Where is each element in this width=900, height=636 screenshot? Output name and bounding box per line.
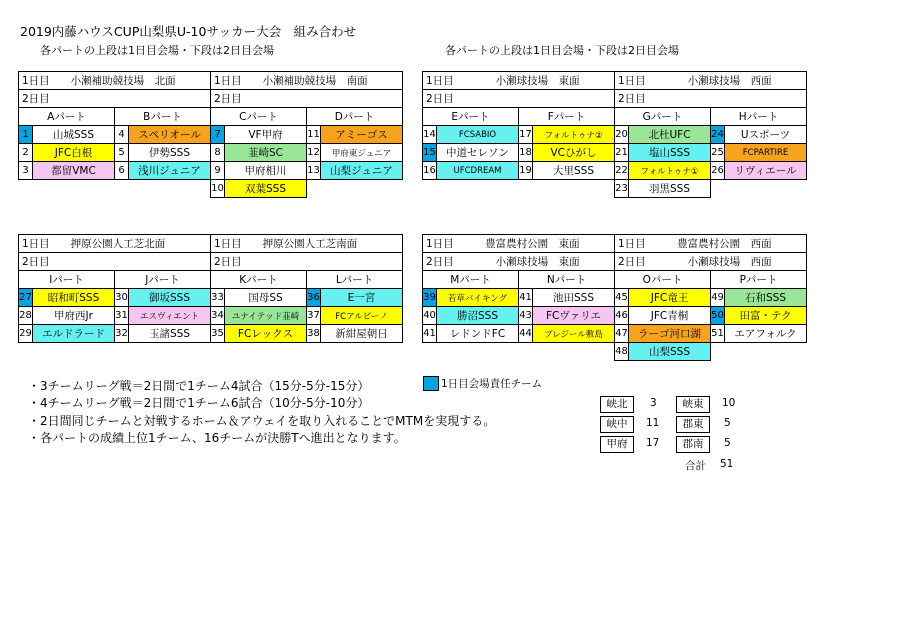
team-number: 35 — [211, 325, 225, 343]
team-name: FCSABIO — [437, 126, 519, 144]
venue-cell: 1日目 押原公園人工芝南面 — [211, 235, 403, 253]
empty-cell — [321, 343, 403, 361]
subtitle-right: 各パートの上段は1日目会場・下段は2日目会場 — [445, 44, 679, 57]
team-name: 田富・テク — [725, 307, 807, 325]
count-label-kyoto: 峡東 — [676, 396, 710, 413]
empty-cell — [33, 180, 115, 198]
venue-cell: 2日目 小瀬球技場 西面 — [615, 253, 807, 271]
team-number: 19 — [519, 162, 533, 180]
team-name: 昭和町SSS — [33, 289, 115, 307]
team-name: リヴィエール — [725, 162, 807, 180]
team-number: 8 — [211, 144, 225, 162]
team-name: FCPARTIRE — [725, 144, 807, 162]
part-header: Hパート — [711, 108, 807, 126]
count-value-kyohoku: 3 — [650, 397, 657, 409]
team-number: 30 — [115, 289, 129, 307]
team-number: 34 — [211, 307, 225, 325]
empty-cell — [519, 343, 533, 361]
team-number: 51 — [711, 325, 725, 343]
team-name: 伊勢SSS — [129, 144, 211, 162]
team-name: VCひがし — [533, 144, 615, 162]
team-number: 25 — [711, 144, 725, 162]
part-header: Fパート — [519, 108, 615, 126]
part-header: Lパート — [307, 271, 403, 289]
team-name: 大里SSS — [533, 162, 615, 180]
team-number: 26 — [711, 162, 725, 180]
team-number: 2 — [19, 144, 33, 162]
team-number: 29 — [19, 325, 33, 343]
team-number: 41 — [519, 289, 533, 307]
team-number: 22 — [615, 162, 629, 180]
team-name: 甲府西Jr — [33, 307, 115, 325]
empty-cell — [115, 343, 129, 361]
empty-cell — [423, 343, 437, 361]
group-table — [18, 71, 403, 198]
team-name: 池田SSS — [533, 289, 615, 307]
count-label-gunto: 郡東 — [676, 416, 710, 433]
team-number: 48 — [615, 343, 629, 361]
team-name: 新紺屋朝日 — [321, 325, 403, 343]
team-number: 37 — [307, 307, 321, 325]
legend-swatch — [423, 376, 439, 391]
team-name: 玉諸SSS — [129, 325, 211, 343]
team-name: 御坂SSS — [129, 289, 211, 307]
count-label-kyochu: 峡中 — [600, 416, 634, 433]
team-number: 5 — [115, 144, 129, 162]
team-number: 14 — [423, 126, 437, 144]
team-name: FCアルビーノ — [321, 307, 403, 325]
team-number: 46 — [615, 307, 629, 325]
team-name: 甲府相川 — [225, 162, 307, 180]
group-table — [422, 234, 807, 361]
part-header: Cパート — [211, 108, 307, 126]
team-name: 国母SS — [225, 289, 307, 307]
team-number: 18 — [519, 144, 533, 162]
venue-cell: 2日目 小瀬球技場 東面 — [423, 253, 615, 271]
team-number: 40 — [423, 307, 437, 325]
note-item: ・3チームリーグ戦＝2日間で1チーム4試合（15分-5分-15分） — [28, 379, 370, 393]
team-name: 塩山SSS — [629, 144, 711, 162]
venue-cell: 1日目 小瀬球技場 西面 — [615, 72, 807, 90]
team-name: 韮崎SC — [225, 144, 307, 162]
empty-cell — [437, 343, 519, 361]
part-header: Kパート — [211, 271, 307, 289]
venue-cell: 2日目 — [615, 90, 807, 108]
note-item: ・4チームリーグ戦＝2日間で1チーム6試合（10分-5分-10分） — [28, 396, 370, 411]
team-number: 4 — [115, 126, 129, 144]
venue-cell: 1日目 押原公園人工芝北面 — [19, 235, 211, 253]
team-number: 17 — [519, 126, 533, 144]
empty-cell — [307, 180, 321, 198]
team-name: FCヴァリエ — [533, 307, 615, 325]
team-name: 浅川ジュニア — [129, 162, 211, 180]
note-item: ・2日間同じチームと対戦するホーム＆アウェイを取り入れることでMTMを実現する。 — [28, 413, 496, 428]
team-number: 7 — [211, 126, 225, 144]
empty-cell — [33, 343, 115, 361]
group-table-a-d — [18, 71, 402, 198]
team-number: 21 — [615, 144, 629, 162]
group-table — [18, 234, 403, 360]
team-name: スペリオール — [129, 126, 211, 144]
team-name: UFCDREAM — [437, 162, 519, 180]
team-number: 10 — [211, 180, 225, 198]
empty-cell — [533, 180, 615, 198]
venue-cell: 1日目 小瀬補助競技場 南面 — [211, 72, 403, 90]
team-name: 石和SSS — [725, 289, 807, 307]
empty-cell — [129, 180, 211, 198]
note-item: ・各パートの成績上位1チーム、16チームが決勝Tへ進出となります。 — [28, 431, 406, 446]
team-number: 1 — [19, 126, 33, 144]
count-value-kofu: 17 — [646, 437, 660, 449]
team-number: 28 — [19, 307, 33, 325]
team-name: エルドラード — [33, 325, 115, 343]
team-number: 49 — [711, 289, 725, 307]
team-number: 27 — [19, 289, 33, 307]
team-name: ラーゴ河口湖 — [629, 325, 711, 343]
team-name: JFC青桐 — [629, 307, 711, 325]
empty-cell — [307, 343, 321, 361]
count-value-gunnan: 5 — [724, 437, 731, 449]
legend-label: 1日目会場責任チーム — [441, 378, 543, 390]
team-name: E一宮 — [321, 289, 403, 307]
venue-cell: 2日目 — [19, 253, 211, 271]
team-number: 11 — [307, 126, 321, 144]
team-number: 13 — [307, 162, 321, 180]
total-value: 51 — [720, 458, 734, 470]
empty-cell — [725, 343, 807, 361]
part-header: Pパート — [711, 271, 807, 289]
team-number: 38 — [307, 325, 321, 343]
team-number: 12 — [307, 144, 321, 162]
empty-cell — [725, 180, 807, 198]
team-name: 中道セレソン — [437, 144, 519, 162]
team-name: 都留VMC — [33, 162, 115, 180]
part-header: Nパート — [519, 271, 615, 289]
page-title: 2019内藤ハウスCUP山梨県U-10サッカー大会 組み合わせ — [20, 24, 357, 39]
team-number: 9 — [211, 162, 225, 180]
venue-cell: 1日目 小瀬補助競技場 北面 — [19, 72, 211, 90]
subtitle-left: 各パートの上段は1日目会場・下段は2日目会場 — [40, 44, 274, 57]
empty-cell — [533, 343, 615, 361]
empty-cell — [115, 180, 129, 198]
team-name: 北杜UFC — [629, 126, 711, 144]
venue-cell: 2日目 — [19, 90, 211, 108]
venue-cell: 2日目 — [211, 90, 403, 108]
team-number: 33 — [211, 289, 225, 307]
venue-cell: 1日目 豊富農村公園 東面 — [423, 235, 615, 253]
count-label-kyohoku: 峡北 — [600, 396, 634, 413]
team-name: JFC竜王 — [629, 289, 711, 307]
group-table — [422, 71, 807, 198]
venue-cell: 1日目 小瀬球技場 東面 — [423, 72, 615, 90]
team-name: 双葉SSS — [225, 180, 307, 198]
team-name: アミーゴス — [321, 126, 403, 144]
team-name: ブレジール敷島 — [533, 325, 615, 343]
part-header: Oパート — [615, 271, 711, 289]
empty-cell — [129, 343, 211, 361]
team-name: JFC白根 — [33, 144, 115, 162]
part-header: Iパート — [19, 271, 115, 289]
empty-cell — [423, 180, 437, 198]
team-number: 47 — [615, 325, 629, 343]
team-number: 31 — [115, 307, 129, 325]
team-name: 若草バイキング — [437, 289, 519, 307]
team-name: エアフォルク — [725, 325, 807, 343]
empty-cell — [711, 180, 725, 198]
empty-cell — [211, 343, 225, 361]
group-table-e-h — [422, 71, 806, 198]
count-value-kyoto: 10 — [722, 397, 736, 409]
part-header: Bパート — [115, 108, 211, 126]
team-name: 羽黒SSS — [629, 180, 711, 198]
venue-cell: 2日目 — [423, 90, 615, 108]
team-name: 勝沼SSS — [437, 307, 519, 325]
team-name: 甲府東ジュニア — [321, 144, 403, 162]
count-label-kofu: 甲府 — [600, 436, 634, 453]
count-value-gunto: 5 — [724, 417, 731, 429]
team-number: 32 — [115, 325, 129, 343]
team-number: 3 — [19, 162, 33, 180]
team-number: 36 — [307, 289, 321, 307]
total-label: 合計 — [685, 460, 706, 472]
team-number: 15 — [423, 144, 437, 162]
empty-cell — [19, 180, 33, 198]
team-name: フォルトゥナ② — [533, 126, 615, 144]
venue-cell: 2日目 — [211, 253, 403, 271]
part-header: Mパート — [423, 271, 519, 289]
team-number: 24 — [711, 126, 725, 144]
team-name: 山城SSS — [33, 126, 115, 144]
team-name: エスヴィエント — [129, 307, 211, 325]
team-name: 山梨SSS — [629, 343, 711, 361]
part-header: Gパート — [615, 108, 711, 126]
part-header: Jパート — [115, 271, 211, 289]
group-table-i-l — [18, 234, 402, 360]
empty-cell — [19, 343, 33, 361]
team-name: フォルトゥナ① — [629, 162, 711, 180]
empty-cell — [437, 180, 519, 198]
team-number: 45 — [615, 289, 629, 307]
team-number: 6 — [115, 162, 129, 180]
team-name: 山梨ジュニア — [321, 162, 403, 180]
empty-cell — [519, 180, 533, 198]
team-number: 23 — [615, 180, 629, 198]
team-name: FCレックス — [225, 325, 307, 343]
count-label-gunnan: 郡南 — [676, 436, 710, 453]
group-table-m-p — [422, 234, 806, 361]
team-name: VF甲府 — [225, 126, 307, 144]
team-number: 39 — [423, 289, 437, 307]
empty-cell — [225, 343, 307, 361]
team-number: 20 — [615, 126, 629, 144]
empty-cell — [711, 343, 725, 361]
team-number: 43 — [519, 307, 533, 325]
part-header: Aパート — [19, 108, 115, 126]
team-name: ユナイテッド韮崎 — [225, 307, 307, 325]
part-header: Dパート — [307, 108, 403, 126]
team-number: 50 — [711, 307, 725, 325]
team-number: 41 — [423, 325, 437, 343]
empty-cell — [321, 180, 403, 198]
count-value-kyochu: 11 — [646, 417, 660, 429]
team-name: レドンドFC — [437, 325, 519, 343]
team-name: Uスポーツ — [725, 126, 807, 144]
part-header: Eパート — [423, 108, 519, 126]
team-number: 44 — [519, 325, 533, 343]
team-number: 16 — [423, 162, 437, 180]
venue-cell: 1日目 豊富農村公園 西面 — [615, 235, 807, 253]
